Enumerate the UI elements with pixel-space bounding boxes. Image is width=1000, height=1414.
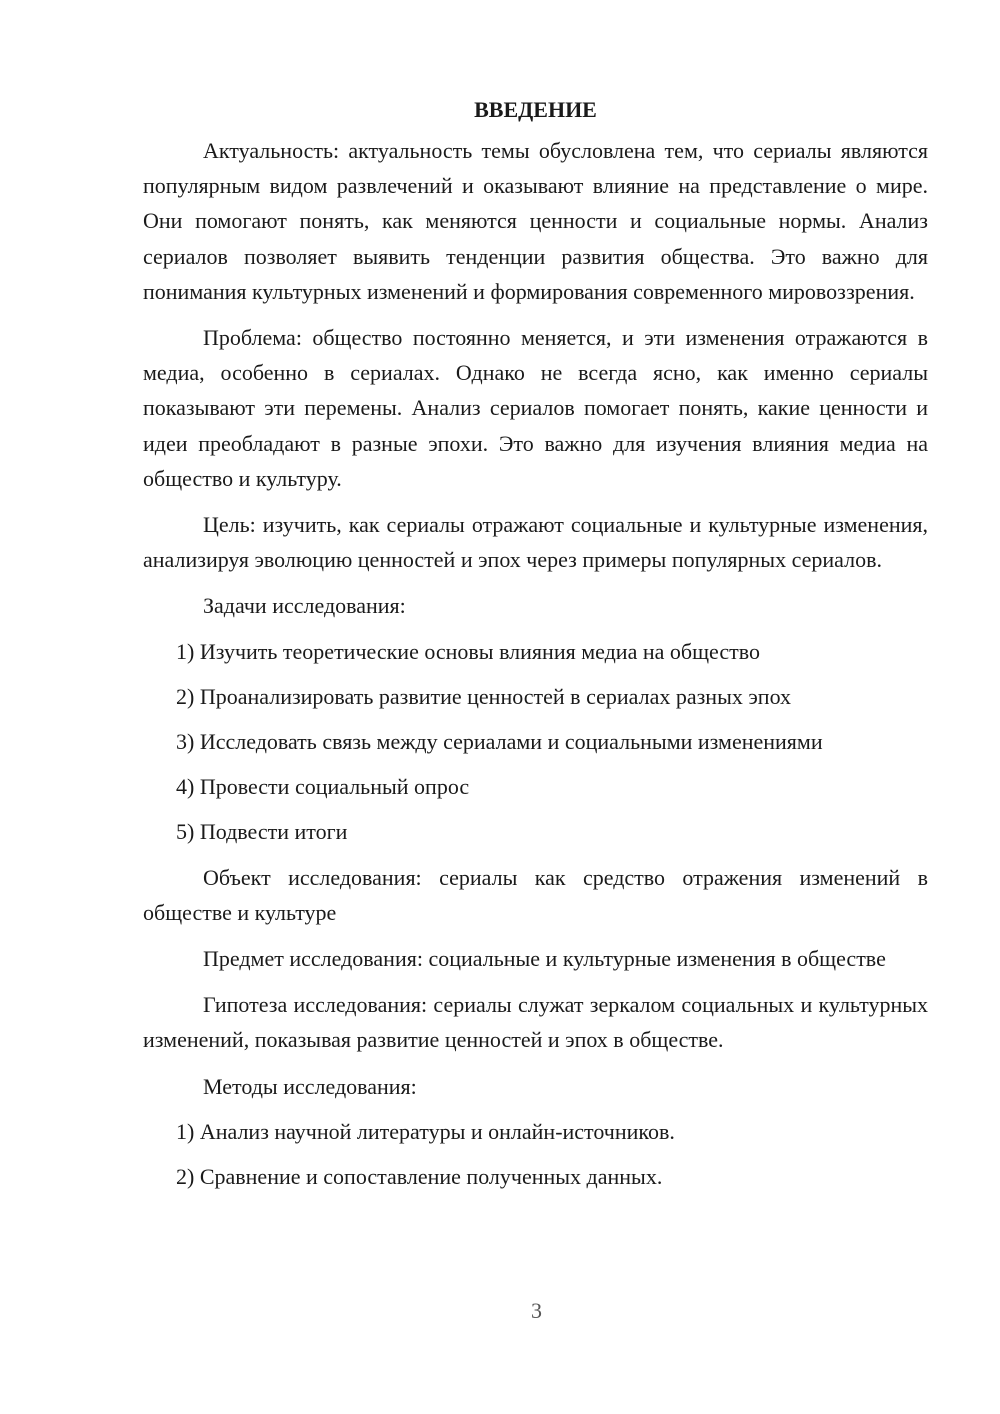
goal-paragraph: Цель: изучить, как сериалы отражают социальные и культурные изменения, анализируя эволюцию ценностей и эпох через примеры популярных сериалов. (143, 512, 928, 573)
page-number: 3 (531, 1298, 542, 1323)
relevance-paragraph: Актуальность: актуальность темы обусловлена тем, что сериалы являются популярным видом развлечений и оказывают влияние на представление о мире. Они помогают понять, как меняются ценности и социальные нормы. Анализ сериалов позволяет выявить тенденции развития общества. Это важно для понимания культурных изменений и формирования современного мировоззрения. (143, 138, 928, 304)
method-item-2: 2) Сравнение и сопоставление полученных данных. (176, 1164, 663, 1190)
methods-label: Методы исследования: (203, 1073, 417, 1099)
task-item-2: 2) Проанализировать развитие ценностей в сериалах разных эпох (176, 683, 792, 709)
subject-paragraph: Предмет исследования: социальные и культурные изменения в обществе (203, 946, 886, 972)
tasks-label: Задачи исследования: (203, 593, 406, 619)
task-item-1: 1) Изучить теоретические основы влияния медиа на общество (176, 638, 760, 664)
task-item-4: 4) Провести социальный опрос (176, 774, 470, 800)
page-content (143, 92, 928, 1204)
method-item-1: 1) Анализ научной литературы и онлайн-источников. (176, 1118, 675, 1144)
task-item-3: 3) Исследовать связь между сериалами и социальными изменениями (176, 729, 823, 755)
hypothesis-paragraph: Гипотеза исследования: сериалы служат зеркалом социальных и культурных изменений, показывая развитие ценностей и эпох в обществе. (143, 992, 928, 1053)
page-title: ВВЕДЕНИЕ (474, 97, 597, 122)
problem-paragraph: Проблема: общество постоянно меняется, и эти изменения отражаются в медиа, особенно в сериалах. Однако не всегда ясно, как именно сериалы показывают эти перемены. Анализ сериалов помогает понять, какие ценности и идеи преобладают в разные эпохи. Это важно для изучения влияния медиа на общество и культуру. (143, 325, 928, 491)
object-paragraph: Объект исследования: сериалы как средство отражения изменений в обществе и культуре (143, 864, 928, 925)
task-item-5: 5) Подвести итоги (176, 819, 348, 845)
